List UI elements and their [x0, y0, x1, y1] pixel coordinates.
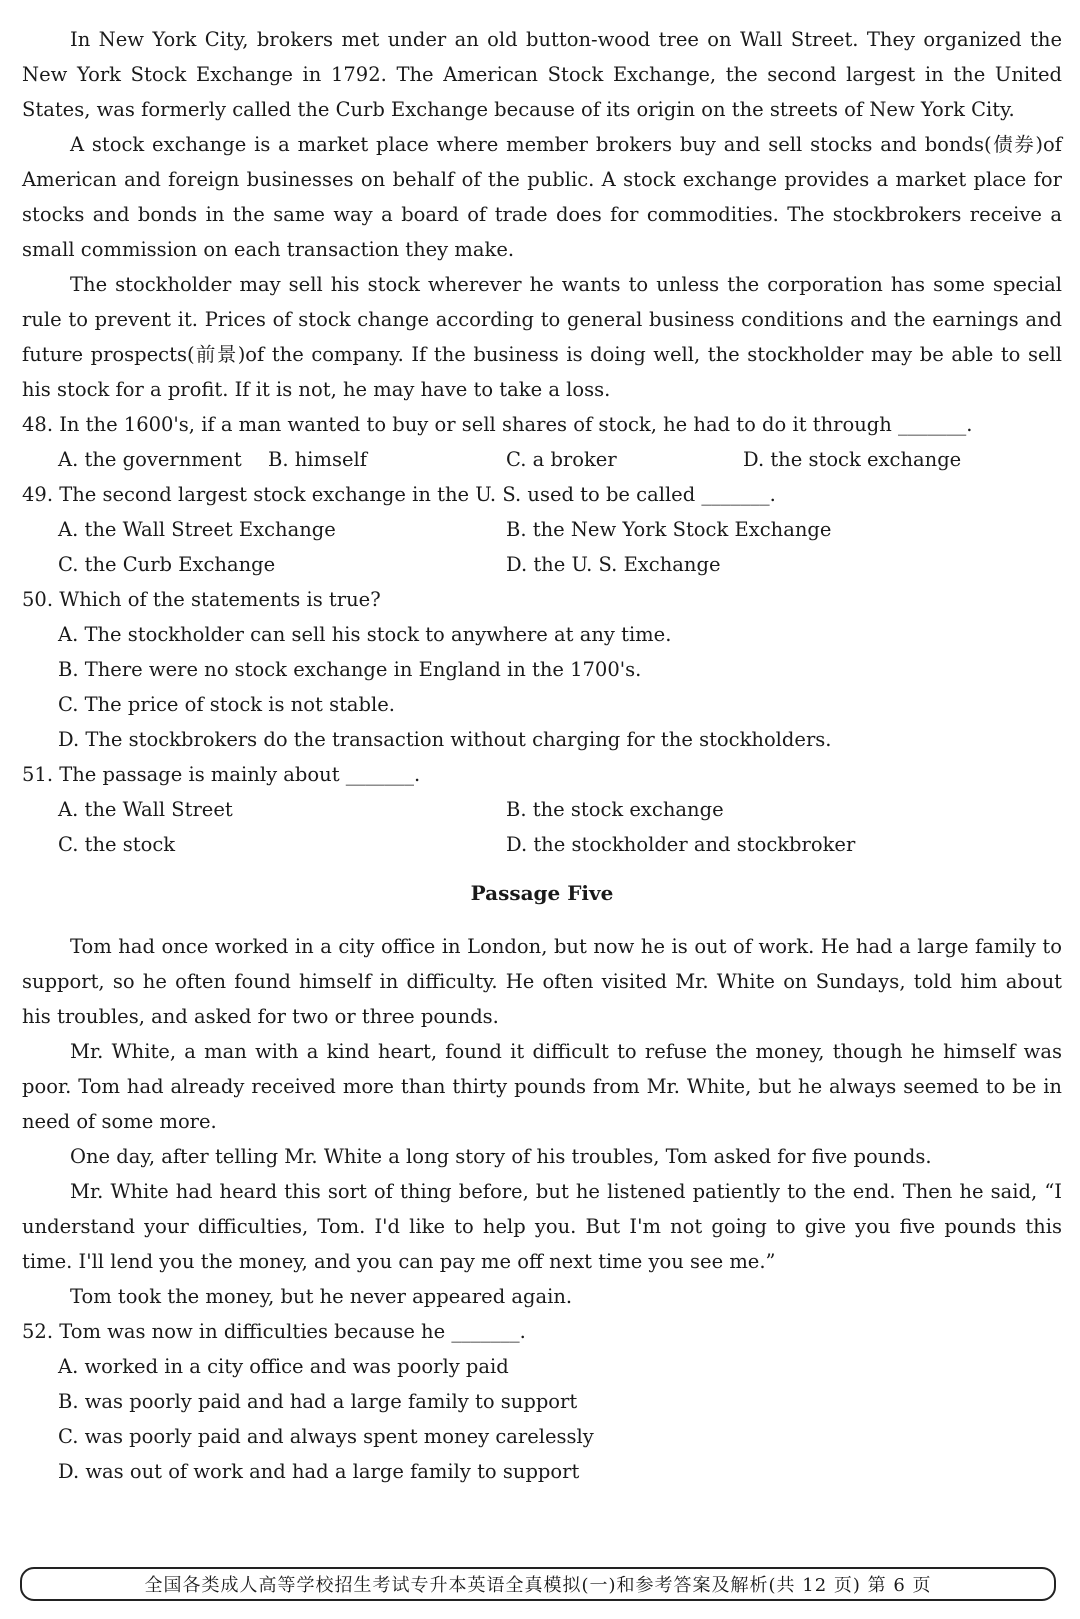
question-49-option-d: D. the U. S. Exchange [506, 553, 721, 576]
question-51-option-a: A. the Wall Street [58, 798, 233, 821]
question-51-option-c: C. the stock [58, 833, 176, 856]
question-51-option-d: D. the stockholder and stockbroker [506, 833, 856, 856]
question-48-option-c: C. a broker [506, 448, 617, 471]
passage-four-paragraph-3: The stockholder may sell his stock wherever he wants to unless the corporation has some special rule to prevent it. Prices of stock change according to general business conditions and the earnings and future prospects(前景)of the company. If the business is doing well, the stockholder may be able to sell his stock for a profit. If it is not, he may have to take a loss. [22, 273, 1062, 401]
passage-five-paragraph-4: Mr. White had heard this sort of thing before, but he listened patiently to the end. Then he said, “I understand your difficulties, Tom. I'd like to help you. But I'm not going to give you five pounds this time. I'll lend you the money, and you can pay me off next time you see me.” [22, 1180, 1062, 1273]
passage-four-paragraph-2: A stock exchange is a market place where member brokers buy and sell stocks and bonds(债券)of American and foreign businesses on behalf of the public. A stock exchange provides a market place for stocks and bonds in the same way a board of trade does for commodities. The stockbrokers receive a small commission on each transaction they make. [22, 133, 1062, 261]
passage-five-paragraph-2: Mr. White, a man with a kind heart, found it difficult to refuse the money, though he himself was poor. Tom had already received more than thirty pounds from Mr. White, but he always seemed to be in need of some more. [22, 1040, 1062, 1133]
question-51-stem: 51. The passage is mainly about _______. [22, 763, 421, 786]
passage-five-paragraph-1: Tom had once worked in a city office in London, but now he is out of work. He had a large family to support, so he often found himself in difficulty. He often visited Mr. White on Sundays, told him about his troubles, and asked for two or three pounds. [22, 935, 1062, 1028]
page-content [22, 22, 1062, 1489]
question-48-options [22, 442, 1062, 477]
question-49-options-row-2 [22, 547, 1062, 582]
passage-five-paragraph-5: Tom took the money, but he never appeared again. [70, 1285, 573, 1308]
question-52-option-d: D. was out of work and had a large family to support [58, 1460, 580, 1483]
question-48-option-a: A. the government [58, 448, 242, 471]
passage-four-paragraph-1: In New York City, brokers met under an old button-wood tree on Wall Street. They organized the New York Stock Exchange in 1792. The American Stock Exchange, the second largest in the United States, was formerly called the Curb Exchange because of its origin on the streets of New York City. [22, 28, 1062, 121]
question-49-option-b: B. the New York Stock Exchange [506, 518, 832, 541]
question-52-option-c: C. was poorly paid and always spent money carelessly [58, 1425, 594, 1448]
passage-five-title: Passage Five [470, 881, 614, 905]
footer-text: 全国各类成人高等学校招生考试专升本英语全真模拟(一)和参考答案及解析(共 12 页) 第 6 页 [144, 1575, 932, 1596]
page-footer [20, 1567, 1056, 1601]
question-49-options-row-1 [22, 512, 1062, 547]
question-50-option-c: C. The price of stock is not stable. [58, 693, 396, 716]
question-51-option-b: B. the stock exchange [506, 798, 724, 821]
question-52-option-a: A. worked in a city office and was poorly paid [58, 1355, 509, 1378]
passage-five-paragraph-3: One day, after telling Mr. White a long story of his troubles, Tom asked for five pounds. [70, 1145, 932, 1168]
question-48-option-d: D. the stock exchange [743, 448, 962, 471]
question-49-option-c: C. the Curb Exchange [58, 553, 276, 576]
question-50-option-b: B. There were no stock exchange in England in the 1700's. [58, 658, 642, 681]
question-51-options-row-2 [22, 827, 1062, 862]
question-52-option-b: B. was poorly paid and had a large family to support [58, 1390, 578, 1413]
question-48-option-b: B. himself [268, 448, 368, 471]
question-51-options-row-1 [22, 792, 1062, 827]
question-50-stem: 50. Which of the statements is true? [22, 588, 381, 611]
question-50-option-a: A. The stockholder can sell his stock to anywhere at any time. [58, 623, 672, 646]
question-50-option-d: D. The stockbrokers do the transaction without charging for the stockholders. [58, 728, 832, 751]
question-52-stem: 52. Tom was now in difficulties because he _______. [22, 1320, 526, 1343]
question-49-stem: 49. The second largest stock exchange in the U. S. used to be called _______. [22, 483, 776, 506]
question-48-stem: 48. In the 1600's, if a man wanted to buy or sell shares of stock, he had to do it through _______. [22, 413, 973, 436]
question-49-option-a: A. the Wall Street Exchange [58, 518, 336, 541]
